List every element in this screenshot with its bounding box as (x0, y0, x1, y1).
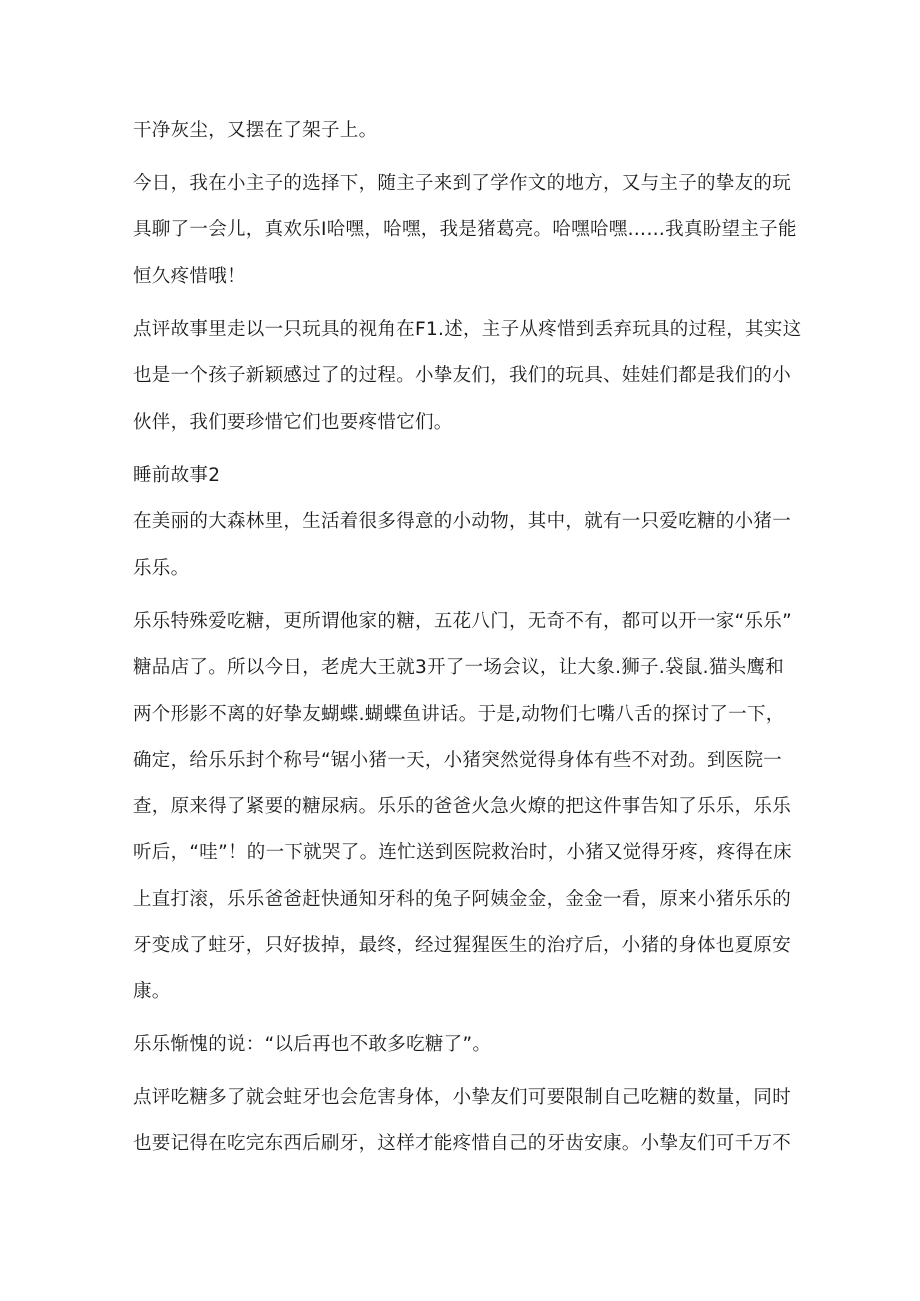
text-line: 乐乐。 (133, 558, 190, 579)
text-line: 上直打滚，乐乐爸爸赶快通知牙科的兔子阿姨金金，金金一看，原来小猪乐乐的 (133, 889, 792, 910)
text-line: 恒久疼惜哦！ (133, 266, 246, 287)
text-line: 点评吃糖多了就会蛀牙也会危害身体，小挚友们可要限制自己吃糖的数量，同时 (133, 1087, 792, 1108)
text-line: 确定，给乐乐封个称号“锯小猪一天，小猪突然觉得身体有些不对劲。到医院一 (133, 750, 783, 771)
text-line: 听后，“哇”！的一下就哭了。连忙送到医院救治时，小猪又觉得牙疼，疼得在床 (133, 842, 792, 863)
text-line: 在美丽的大森林里，生活着很多得意的小动物，其中，就有一只爱吃糖的小猪一 (133, 511, 792, 532)
text-line: 伙伴，我们要珍惜它们也要疼惜它们。 (133, 412, 453, 433)
text-line: 点评故事里走以一只玩具的视角在F1.述，主子从疼惜到丢弃玩具的过程，其实这 (133, 319, 802, 340)
text-line: 糖品店了。所以今日，老虎大王就3开了一场会议，让大象.狮子.袋鼠.猫头鹰和 (133, 657, 785, 678)
text-line: 今日，我在小主子的选择下，随主子来到了学作文的地方，又与主子的挚友的玩 (133, 173, 792, 194)
text-line: 也是一个孩子新颖感过了的过程。小挚友们，我们的玩具、娃娃们都是我们的小 (133, 365, 792, 386)
text-line: 具聊了一会儿，真欢乐I哈嘿，哈嘿，我是猪葛亮。哈嘿哈嘿……我真盼望主子能 (133, 219, 797, 240)
text-line: 牙变成了蛀牙，只好拔掉，最终，经过猩猩医生的治疗后，小猪的身体也夏原安 (133, 935, 792, 956)
text-line: 乐乐特殊爱吃糖，更所谓他家的糖，五花八门，无奇不有，都可以开一家“乐乐” (133, 611, 792, 632)
text-line: 两个形影不离的好挚友蝴蝶.蝴蝶鱼讲话。于是,动物们七嘴八舌的探讨了一下， (133, 704, 785, 725)
text-line: 查，原来得了紧要的糖尿病。乐乐的爸爸火急火燎的把这件事告知了乐乐，乐乐 (133, 796, 792, 817)
text-line: 康。 (133, 981, 171, 1002)
text-line: 也要记得在吃完东西后刷牙，这样才能疼惜自己的牙齿安康。小挚友们可千万不 (133, 1133, 792, 1154)
section-heading: 睡前故事2 (133, 465, 221, 486)
text-line: 乐乐惭愧的说：“以后再也不敢多吃糖了”。 (133, 1034, 492, 1055)
text-line: 干净灰尘，又摆在了架子上。 (133, 120, 378, 141)
